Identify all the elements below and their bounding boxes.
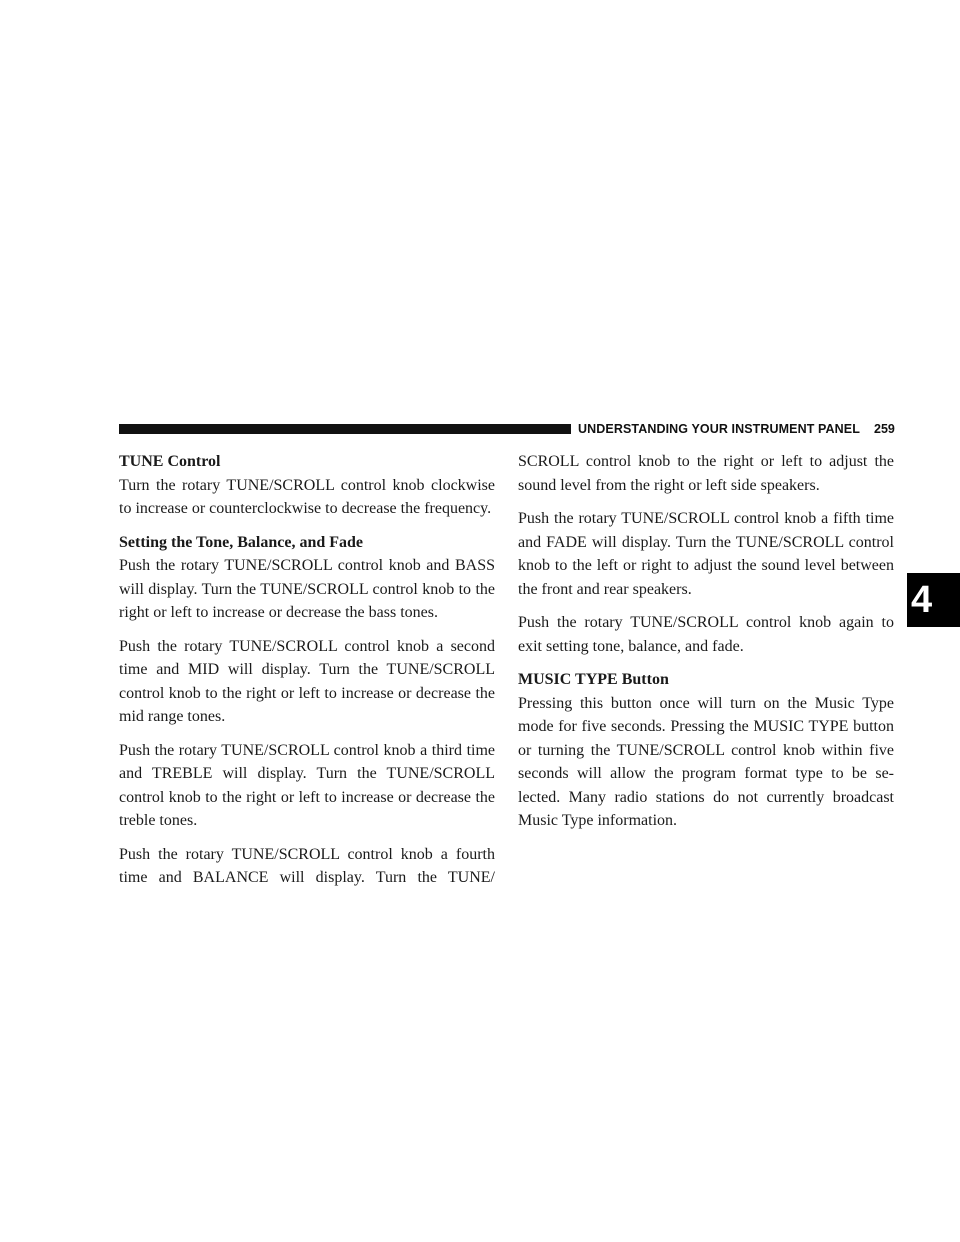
- tune-control-heading: TUNE Control: [119, 453, 221, 470]
- treble-paragraph: Push the rotary TUNE/SCROLL control knob a third time and TREBLE will display. Turn the TUNE/SCROLL control knob to the right or left to increase or decrease the treble tones.: [119, 741, 495, 829]
- music-type-heading: MUSIC TYPE Button: [518, 671, 669, 688]
- music-type-text: Pressing this button once will turn on the Music Type mode for five seconds. Pressing the MUSIC TYPE button or turning the TUNE/SCROLL control knob within five seconds will allow the program format type to be se-lected. Many radio stations do not currently broadcast Music Type information.: [518, 694, 894, 829]
- section-header-title: UNDERSTANDING YOUR INSTRUMENT PANEL: [578, 422, 860, 436]
- mid-paragraph: Push the rotary TUNE/SCROLL control knob a second time and MID will display. Turn the TUNE/SCROLL control knob to the right or left to increase or decrease the mid range tones.: [119, 637, 495, 725]
- right-column: [518, 450, 894, 843]
- bass-paragraph: Push the rotary TUNE/SCROLL control knob and BASS will display. Turn the TUNE/SCROLL control knob to the right or left to increase or decrease the bass tones.: [119, 557, 495, 621]
- header-rule: [119, 424, 571, 434]
- tune-control-text: Turn the rotary TUNE/SCROLL control knob clockwise to increase or counterclockwise to decrease the frequency.: [119, 476, 495, 517]
- page-number: 259: [874, 422, 895, 436]
- exit-paragraph: Push the rotary TUNE/SCROLL control knob again to exit setting tone, balance, and fade.: [518, 614, 894, 655]
- tone-balance-fade-heading: Setting the Tone, Balance, and Fade: [119, 533, 364, 551]
- balance-paragraph: Push the rotary TUNE/SCROLL control knob a fourth time and BALANCE will display. Turn the TUNE/: [119, 845, 495, 886]
- fade-paragraph: Push the rotary TUNE/SCROLL control knob a fifth time and FADE will display. Turn the TUNE/SCROLL control knob to the left or right to adjust the sound level between the front and rear speakers.: [518, 510, 894, 598]
- left-column: [119, 450, 495, 900]
- balance-continued-paragraph: SCROLL control knob to the right or left to adjust the sound level from the right or left side speakers.: [518, 453, 894, 494]
- chapter-tab: 4: [907, 573, 960, 627]
